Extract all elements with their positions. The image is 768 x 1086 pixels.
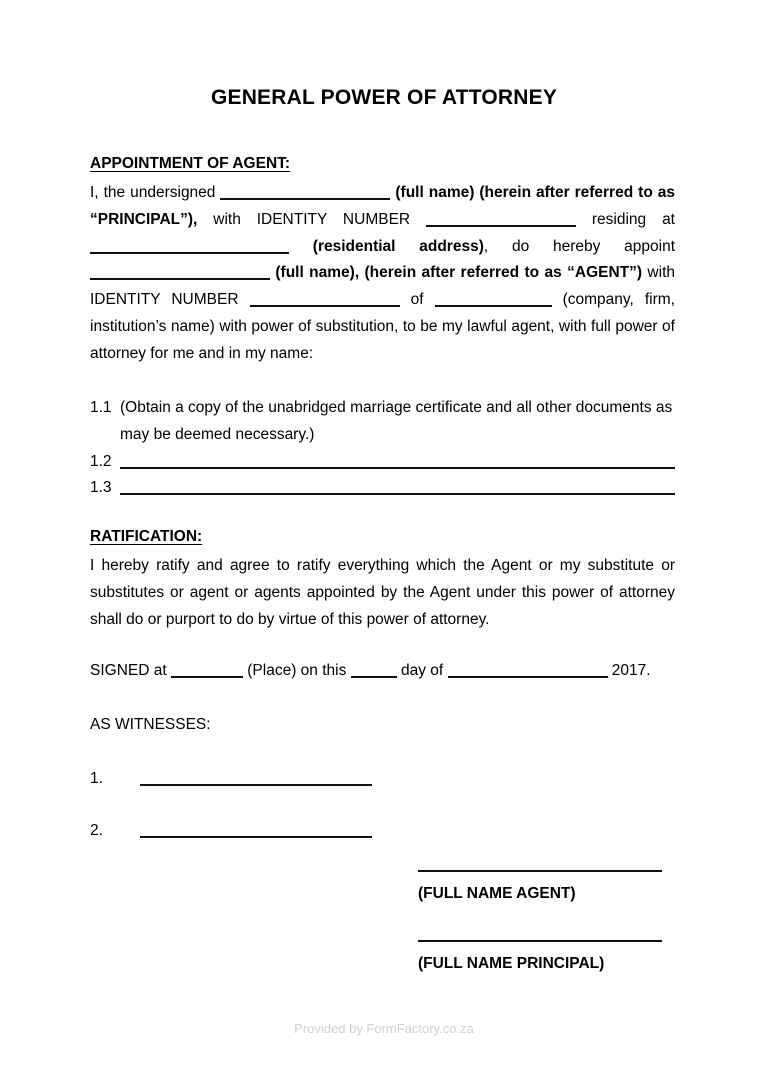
principal-full-name-blank[interactable] (220, 185, 390, 200)
agent-signature-block (418, 870, 662, 903)
principal-residential-address-blank[interactable] (90, 239, 289, 254)
agent-signature-line[interactable] (418, 870, 662, 872)
witness-row (90, 822, 372, 840)
clause-number: 1.3 (90, 479, 112, 497)
appointment-paragraph (90, 180, 675, 368)
signed-month-blank[interactable] (448, 663, 608, 678)
appointment-text-1: I, the undersigned (90, 184, 221, 201)
clause-fill-in-blank[interactable] (120, 450, 675, 469)
witness-number: 1. (90, 770, 103, 787)
agent-identity-number-blank[interactable] (250, 292, 400, 307)
appointment-text-7: (full name), (herein after referred to as “AGENT”) (270, 264, 643, 282)
clause-item (90, 475, 675, 502)
clause-item (90, 449, 675, 476)
witness-number: 2. (90, 822, 103, 839)
company-name-blank[interactable] (435, 292, 552, 307)
signed-prefix: SIGNED at (90, 662, 171, 679)
witness-signature-blank[interactable] (140, 771, 372, 786)
ratification-paragraph: I hereby ratify and agree to ratify everything which the Agent or my substitute or substitutes or agent or agents appointed by the Agent under this power of attorney shall do or purport to do by virtue of this power of attorney. (90, 557, 675, 628)
page-title: GENERAL POWER OF ATTORNEY (210, 86, 558, 109)
appointment-text-9: of (399, 291, 435, 309)
appointment-text-8: with IDENTITY NUMBER (90, 264, 675, 309)
clause-item (90, 395, 675, 449)
signed-day-blank[interactable] (351, 663, 397, 678)
appointment-text-4: residing at (576, 210, 675, 228)
principal-signature-label: (FULL NAME PRINCIPAL) (418, 955, 605, 972)
agent-full-name-blank[interactable] (90, 265, 270, 280)
principal-identity-number-blank[interactable] (426, 212, 576, 227)
appointment-text-6: , do hereby appoint (483, 237, 676, 255)
agent-signature-label: (FULL NAME AGENT) (418, 885, 576, 902)
appointment-text-10: (company, firm, institution’s name) with power of substitution, to be my lawful agent, with full power of attorney for me and in my name: (90, 291, 675, 362)
as-witnesses-label: AS WITNESSES: (90, 716, 211, 733)
witness-row (90, 770, 372, 788)
clause-number: 1.1 (90, 399, 112, 416)
signed-at-line (90, 662, 651, 680)
witness-signature-blank[interactable] (140, 823, 372, 838)
clause-list (90, 395, 675, 502)
appointment-text-2: (full name) (herein after referred to as “PRINCIPAL”), (90, 184, 675, 228)
clause-number: 1.2 (90, 452, 112, 470)
section-heading-ratification: RATIFICATION: (90, 528, 203, 545)
clause-fill-in-blank[interactable] (120, 476, 675, 495)
signed-place-blank[interactable] (171, 663, 243, 678)
principal-signature-block (418, 940, 662, 973)
section-heading-appointment: APPOINTMENT OF AGENT: (90, 155, 291, 172)
signed-year: 2017. (607, 662, 651, 679)
footer-attribution: Provided by FormFactory.co.za (294, 1021, 474, 1036)
clause-text: (Obtain a copy of the unabridged marriage certificate and all other documents as may be deemed necessary.) (120, 399, 673, 443)
signed-place-label: (Place) on this (242, 662, 351, 679)
appointment-text-5: (residential address) (289, 237, 484, 255)
principal-signature-line[interactable] (418, 940, 662, 942)
signed-day-label: day of (396, 662, 448, 679)
appointment-text-3: with IDENTITY NUMBER (197, 210, 426, 228)
